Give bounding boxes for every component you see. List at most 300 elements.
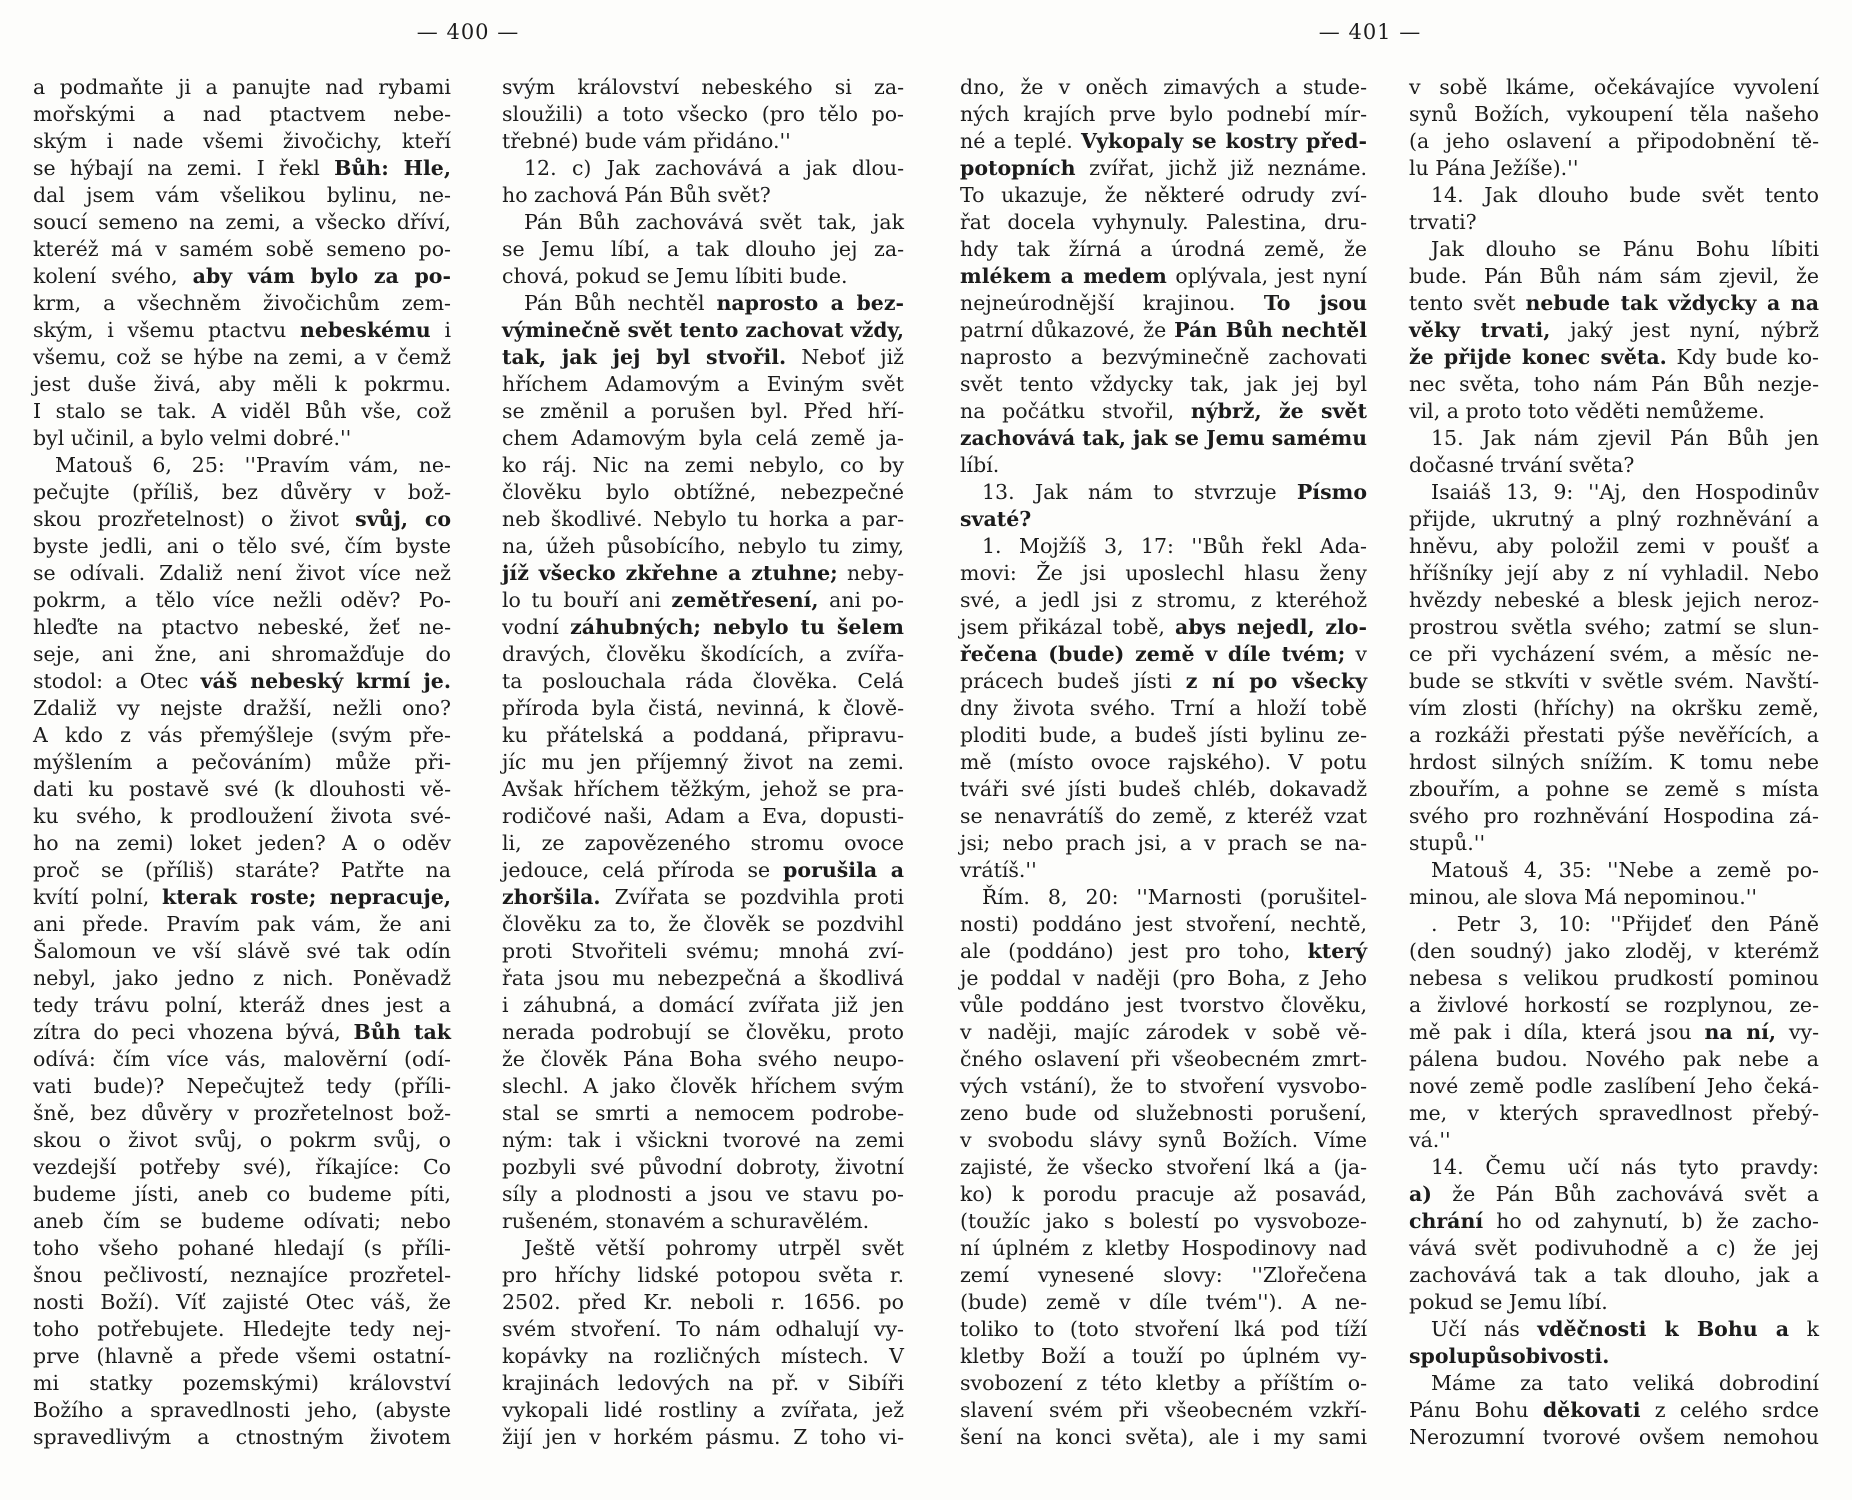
bold-text: nebeskému xyxy=(299,318,431,342)
text-run: krm, a všechněm živočichům zem- xyxy=(33,291,451,315)
text-line xyxy=(1409,1073,1819,1099)
text-line xyxy=(960,560,1367,586)
text-run: ce při vycházení svém, a měsíc ne- xyxy=(1409,642,1819,666)
line-text xyxy=(33,614,451,640)
text-run: soucí semeno na zemi, a všecko dříví, xyxy=(33,210,451,234)
line-text xyxy=(502,695,904,721)
line-text xyxy=(33,749,451,775)
text-run: (bude) země v díle tvém''). A ne- xyxy=(960,1290,1367,1314)
text-run: Učí nás xyxy=(1431,1317,1538,1341)
line-text xyxy=(524,290,904,316)
line-text xyxy=(33,695,451,721)
text-run: toliko to (toto stvoření lká pod tíží xyxy=(960,1317,1367,1341)
text-run: 14. Jak dlouho bude svět tento xyxy=(1431,183,1819,207)
bold-text: vděčnosti k Bohu a xyxy=(1537,1317,1790,1341)
text-run: se nenavrátíš do země, z kteréž vzat xyxy=(960,804,1367,828)
line-text xyxy=(1409,1289,1608,1315)
text-run: pokrm, a tělo více nežli oděv? Po- xyxy=(33,588,451,612)
line-text xyxy=(1409,1100,1819,1126)
line-text xyxy=(1409,938,1819,964)
text-run: přijde, ukrutný a plný rozhněvání a xyxy=(1409,507,1819,531)
line-text xyxy=(502,452,904,478)
line-text xyxy=(33,938,451,964)
line-text xyxy=(960,1289,1367,1315)
text-run: hleďte na ptactvo nebeské, žeť ne- xyxy=(33,615,451,639)
text-line xyxy=(502,587,904,613)
line-text xyxy=(502,1181,904,1207)
text-run: Matouš 4, 35: ''Nebe a země po- xyxy=(1431,858,1819,882)
text-run: ných krajích prve bylo podnebí mír- xyxy=(960,102,1367,126)
line-text xyxy=(524,155,904,181)
page-401 xyxy=(926,0,1852,1500)
bold-text: aby vám bylo za po- xyxy=(192,264,451,288)
text-line xyxy=(502,668,904,694)
text-run: mi statky pozemskými) království xyxy=(33,1371,451,1395)
text-run: aneb čím se budeme odívati; nebo xyxy=(33,1209,451,1233)
text-run: pro hříchy lidské potopou světa r. xyxy=(502,1263,904,1287)
line-text xyxy=(1409,1073,1819,1099)
bold-text: výminečně svět tento zachovat vždy, xyxy=(502,318,904,342)
line-text xyxy=(960,1235,1367,1261)
text-line xyxy=(1409,1289,1819,1315)
text-run: Řím. 8, 20: ''Marnosti (porušitel- xyxy=(982,885,1367,909)
text-run: odívá: čím více vás, malověrní (odí- xyxy=(33,1047,451,1071)
text-line xyxy=(960,1019,1367,1045)
line-text xyxy=(502,1316,904,1342)
line-text xyxy=(960,236,1367,262)
bold-text: z ní po všecky xyxy=(1185,669,1367,693)
text-line xyxy=(33,533,451,559)
text-run: ani přede. Pravím pak vám, že ani xyxy=(33,912,451,936)
text-line xyxy=(960,695,1367,721)
text-run: v sobě lkáme, očekávajíce vyvolení xyxy=(1409,75,1819,99)
text-run: ani po- xyxy=(818,588,904,612)
text-run: vá.'' xyxy=(1409,1128,1451,1152)
text-line xyxy=(502,1154,904,1180)
text-line xyxy=(960,1262,1367,1288)
text-line xyxy=(502,965,904,991)
text-run: Kdy bude ko- xyxy=(1666,345,1819,369)
text-run: né a teplé. xyxy=(960,129,1081,153)
text-line xyxy=(1409,74,1819,100)
text-run: čného oslavení při všeobecném zmrt- xyxy=(960,1047,1367,1071)
text-line xyxy=(960,452,1367,478)
text-line xyxy=(502,641,904,667)
line-text xyxy=(33,479,451,505)
line-text xyxy=(502,641,904,667)
text-run: jest duše živá, aby měli k pokrmu. xyxy=(33,372,451,396)
line-text xyxy=(1431,1316,1819,1342)
text-line xyxy=(1409,1046,1819,1072)
text-line xyxy=(33,992,451,1018)
text-run: stodol: a Otec xyxy=(33,669,201,693)
line-text xyxy=(982,884,1367,910)
text-run: ploditi bude, a budeš jísti bylinu ze- xyxy=(960,723,1367,747)
line-text xyxy=(502,128,791,154)
line-text xyxy=(33,1208,451,1234)
text-line xyxy=(960,1343,1367,1369)
text-run: nosti) poddáno jest stvoření, nechtě, xyxy=(960,912,1367,936)
text-line xyxy=(960,317,1367,343)
text-run: v xyxy=(1345,642,1367,666)
line-text xyxy=(502,1289,904,1315)
line-text xyxy=(33,641,451,667)
text-line xyxy=(33,722,451,748)
text-line xyxy=(960,533,1367,559)
text-line xyxy=(1409,830,1819,856)
text-run: pozbyli své původní dobroty, životní xyxy=(502,1155,904,1179)
text-line xyxy=(1409,560,1819,586)
text-run: stupů.'' xyxy=(1409,831,1486,855)
text-line xyxy=(33,209,451,235)
line-text xyxy=(1431,425,1819,451)
text-line xyxy=(1409,1181,1819,1207)
text-line xyxy=(960,722,1367,748)
text-run: zajisté, že všecko stvoření lká a (ja- xyxy=(960,1155,1367,1179)
line-text xyxy=(1409,722,1819,748)
line-text xyxy=(1409,506,1819,532)
text-line xyxy=(960,425,1367,451)
line-text xyxy=(1409,263,1819,289)
text-line xyxy=(502,803,904,829)
text-run: (den soudný) jako zloděj, v kterémž xyxy=(1409,939,1819,963)
text-run: vodní xyxy=(502,615,571,639)
line-text xyxy=(960,992,1367,1018)
text-run: hříšníky její aby z ní vyhladil. Nebo xyxy=(1409,561,1819,585)
text-run: člověku bylo obtížné, nebezpečné xyxy=(502,480,904,504)
text-line xyxy=(960,1127,1367,1153)
text-line xyxy=(960,911,1367,937)
line-text xyxy=(502,74,904,100)
text-run: jíc mu jen příjemný život na zemi. xyxy=(502,750,904,774)
line-text xyxy=(502,911,904,937)
text-line xyxy=(502,1343,904,1369)
line-text xyxy=(33,1235,451,1261)
line-text xyxy=(960,263,1367,289)
line-text xyxy=(502,803,904,829)
line-text xyxy=(1409,1262,1819,1288)
text-run: Matouš 6, 25: ''Pravím vám, ne- xyxy=(55,453,451,477)
bold-text: váš nebeský krmí je. xyxy=(200,669,451,693)
line-text xyxy=(1409,128,1819,154)
line-text xyxy=(502,884,904,910)
line-text xyxy=(960,1397,1367,1423)
text-line xyxy=(1409,1343,1819,1369)
text-line xyxy=(960,155,1367,181)
text-run: ho na zemi) loket jeden? A o oděv xyxy=(33,831,451,855)
line-text xyxy=(33,776,451,802)
text-line xyxy=(502,830,904,856)
text-run: 1. Mojžíš 3, 17: ''Bůh řekl Ada- xyxy=(982,534,1367,558)
text-run: ským, i všemu ptactvu xyxy=(33,318,300,342)
bold-text: Bůh: Hle, xyxy=(334,156,451,180)
text-line xyxy=(502,533,904,559)
text-line xyxy=(960,263,1367,289)
line-text xyxy=(960,1370,1367,1396)
line-text xyxy=(1431,236,1819,262)
text-line xyxy=(33,830,451,856)
text-run: ní úplném z kletby Hospodinovy nad xyxy=(960,1236,1367,1260)
text-line xyxy=(502,398,904,424)
text-line xyxy=(502,317,904,343)
bold-text: řečena (bude) země v díle tvém; xyxy=(960,642,1346,666)
line-text xyxy=(502,506,904,532)
text-run: svým království nebeského si za- xyxy=(502,75,904,99)
line-text xyxy=(1409,452,1634,478)
text-line xyxy=(1409,371,1819,397)
line-text xyxy=(960,506,1031,532)
text-run: vrátíš.'' xyxy=(960,858,1037,882)
line-text xyxy=(502,992,904,1018)
text-line xyxy=(960,1100,1367,1126)
text-line xyxy=(33,560,451,586)
bold-text: chrání xyxy=(1409,1209,1484,1233)
line-text xyxy=(1431,1154,1819,1180)
text-run: vůle poddáno jest tvorstvo člověku, xyxy=(960,993,1367,1017)
text-run: a živlové horkostí se rozplynou, ze- xyxy=(1409,993,1819,1017)
text-line xyxy=(33,506,451,532)
line-text xyxy=(960,776,1367,802)
line-text xyxy=(33,1370,451,1396)
line-text xyxy=(502,344,904,370)
text-line xyxy=(1409,263,1819,289)
text-line xyxy=(1409,803,1819,829)
line-text xyxy=(960,1424,1367,1450)
text-run: kletby Boží a touží po úplném vy- xyxy=(960,1344,1367,1368)
text-line xyxy=(1409,1208,1819,1234)
line-text xyxy=(502,1046,904,1072)
line-text xyxy=(960,560,1367,586)
line-text xyxy=(33,101,451,127)
line-text xyxy=(1409,992,1819,1018)
text-run: byl učinil, a bylo velmi dobré.'' xyxy=(33,426,352,450)
text-line xyxy=(502,1235,904,1261)
text-run: zítra do peci vhozena bývá, xyxy=(33,1020,354,1044)
text-line xyxy=(960,101,1367,127)
line-text xyxy=(502,1397,904,1423)
text-line xyxy=(33,317,451,343)
text-run: dravých, člověku škodících, a zvířa- xyxy=(502,642,904,666)
text-run: vím zlosti (hříchy) na okršku země, xyxy=(1409,696,1819,720)
text-line xyxy=(1409,1100,1819,1126)
text-run: pečujte (příliš, bez důvěry v bož- xyxy=(33,480,451,504)
line-text xyxy=(33,1046,451,1072)
bold-text: potopních xyxy=(960,156,1076,180)
text-line xyxy=(502,425,904,451)
line-text xyxy=(960,938,1367,964)
line-text xyxy=(33,344,451,370)
text-run: šnou pečlivostí, neznajíce prozřetel- xyxy=(33,1263,451,1287)
text-line xyxy=(502,722,904,748)
line-text xyxy=(33,884,451,910)
text-line xyxy=(960,371,1367,397)
text-line xyxy=(1409,344,1819,370)
text-line xyxy=(1409,749,1819,775)
text-line xyxy=(960,398,1367,424)
text-line xyxy=(1409,938,1819,964)
text-run: mořskými a nad ptactvem nebe- xyxy=(33,102,451,126)
text-line xyxy=(1409,182,1819,208)
text-run: kteréž má v samém sobě semeno po- xyxy=(33,237,451,261)
text-line xyxy=(502,884,904,910)
line-text xyxy=(502,749,904,775)
text-run: na, úžeh působícího, nebylo tu zimy, xyxy=(502,534,904,558)
text-line xyxy=(502,1181,904,1207)
line-text xyxy=(33,1343,451,1369)
text-run: ku přátelská a poddaná, připravu- xyxy=(502,723,904,747)
text-run: v svobodu slávy synů Božích. Víme xyxy=(960,1128,1367,1152)
line-text xyxy=(960,1208,1367,1234)
text-run: své, a jedl jsi z stromu, z kteréhož xyxy=(960,588,1367,612)
text-line xyxy=(1409,236,1819,262)
text-run: je poddal v naději (pro Boha, z Jeho xyxy=(960,966,1367,990)
text-line xyxy=(33,1154,451,1180)
text-line xyxy=(1409,155,1819,181)
text-run: nebesa s velikou prudkostí pominou xyxy=(1409,966,1819,990)
text-run: vykopali lidé rostliny a zvířata, jež xyxy=(502,1398,904,1422)
line-text xyxy=(1409,749,1819,775)
text-run: se Jemu líbí, a tak dlouho jej za- xyxy=(502,237,904,261)
line-text xyxy=(33,803,451,829)
line-text xyxy=(502,857,904,883)
line-text xyxy=(960,830,1367,856)
text-run: ta poslouchala ráda člověka. Celá xyxy=(502,669,904,693)
text-run: žijí jen v horkém pásmu. Z toho vi- xyxy=(502,1425,904,1449)
text-run: mě (místo ovoce rajského). V potu xyxy=(960,750,1367,774)
line-text xyxy=(960,74,1367,100)
text-line xyxy=(960,776,1367,802)
text-line xyxy=(960,965,1367,991)
text-line xyxy=(960,803,1367,829)
line-text xyxy=(33,1154,451,1180)
text-line xyxy=(33,695,451,721)
line-text xyxy=(502,1073,904,1099)
line-text xyxy=(33,1262,451,1288)
text-run: Pán Bůh zachovává svět tak, jak xyxy=(524,210,904,234)
text-line xyxy=(502,479,904,505)
line-text xyxy=(502,479,904,505)
bold-text: kterak roste; nepracuje, xyxy=(161,885,451,909)
bold-text: jíž všecko zkřehne a ztuhne; xyxy=(502,561,838,585)
text-run: hrdost silných snížím. K tomu nebe xyxy=(1409,750,1819,774)
bold-text: Písmo xyxy=(1296,480,1367,504)
text-line xyxy=(1409,1370,1819,1396)
text-run: Neboť již xyxy=(786,345,904,369)
text-line xyxy=(33,1208,451,1234)
text-run: všemu, což se hýbe na zemi, a v čemž xyxy=(33,345,451,369)
line-text xyxy=(502,614,904,640)
text-line xyxy=(1409,506,1819,532)
line-text xyxy=(1409,803,1819,829)
text-line xyxy=(502,128,904,154)
text-line xyxy=(960,1208,1367,1234)
line-text xyxy=(960,1127,1367,1153)
text-line xyxy=(502,1289,904,1315)
text-line xyxy=(502,1397,904,1423)
text-run: 14. Čemu učí nás tyto pravdy: xyxy=(1431,1155,1819,1179)
line-text xyxy=(1409,317,1819,343)
text-run: seje, ani žne, ani shromažďuje do xyxy=(33,642,451,666)
line-text xyxy=(960,182,1367,208)
bold-text: naprosto a bez- xyxy=(716,291,905,315)
text-run: Zdaliž vy nejste dražší, nežli ono? xyxy=(33,696,451,720)
line-text xyxy=(33,182,451,208)
text-run: nosti Boží). Víť zajisté Otec váš, že xyxy=(33,1290,451,1314)
text-run: sloužili) a toto všecko (pro tělo po- xyxy=(502,102,904,126)
text-run: nejneúrodnější krajinou. xyxy=(960,291,1264,315)
bold-text: nebude tak vždycky a na xyxy=(1525,291,1819,315)
text-run: ku svého, k prodloužení života své- xyxy=(33,804,451,828)
text-run: ho zachová Pán Bůh svět? xyxy=(502,183,771,207)
text-line xyxy=(502,1073,904,1099)
text-column xyxy=(960,74,1367,1450)
text-line xyxy=(1409,533,1819,559)
text-line xyxy=(33,1343,451,1369)
line-text xyxy=(1409,290,1819,316)
text-line xyxy=(1409,1262,1819,1288)
text-run: příroda byla čistá, nevinná, k člově- xyxy=(502,696,904,720)
line-text xyxy=(33,371,451,397)
text-line xyxy=(33,911,451,937)
line-text xyxy=(960,1181,1367,1207)
text-run: zbouřím, a pohne se země s místa xyxy=(1409,777,1819,801)
text-line xyxy=(960,1370,1367,1396)
line-text xyxy=(33,398,451,424)
text-line xyxy=(1409,128,1819,154)
line-text xyxy=(960,452,999,478)
line-text xyxy=(1409,101,1819,127)
text-line xyxy=(33,884,451,910)
text-line xyxy=(33,668,451,694)
text-line xyxy=(33,587,451,613)
line-text xyxy=(502,1343,904,1369)
line-text xyxy=(960,668,1367,694)
line-text xyxy=(1409,614,1819,640)
text-line xyxy=(502,236,904,262)
line-text xyxy=(502,1019,904,1045)
line-text xyxy=(960,803,1367,829)
text-run: (toužíc jako s bolestí po vysvoboze- xyxy=(960,1209,1367,1233)
text-run: vy- xyxy=(1776,1020,1820,1044)
text-run: patrní důkazové, že xyxy=(960,318,1175,342)
text-line xyxy=(1409,614,1819,640)
text-run: I stalo se tak. A viděl Bůh vše, což xyxy=(33,399,451,423)
text-run: líbí. xyxy=(960,453,1000,477)
text-run: neby- xyxy=(837,561,905,585)
text-run: hříchem Adamovým a Eviným svět xyxy=(502,372,904,396)
line-text xyxy=(502,776,904,802)
text-run: vává svět podivuhodně a c) že jej xyxy=(1409,1236,1819,1260)
text-line xyxy=(960,290,1367,316)
bold-text: svůj, co xyxy=(355,507,451,531)
line-text xyxy=(960,587,1367,613)
line-text xyxy=(1409,695,1819,721)
bold-text: zachovává tak, jak se Jemu samému xyxy=(960,426,1367,450)
line-text xyxy=(960,209,1367,235)
text-line xyxy=(502,695,904,721)
line-text xyxy=(960,749,1367,775)
text-line xyxy=(33,344,451,370)
text-line xyxy=(1409,290,1819,316)
text-line xyxy=(960,641,1367,667)
line-text xyxy=(1409,1235,1819,1261)
line-text xyxy=(502,965,904,991)
text-line xyxy=(1409,1154,1819,1180)
text-run: lo tu bouří ani xyxy=(502,588,672,612)
text-line xyxy=(960,236,1367,262)
line-text xyxy=(960,722,1367,748)
text-line xyxy=(33,182,451,208)
